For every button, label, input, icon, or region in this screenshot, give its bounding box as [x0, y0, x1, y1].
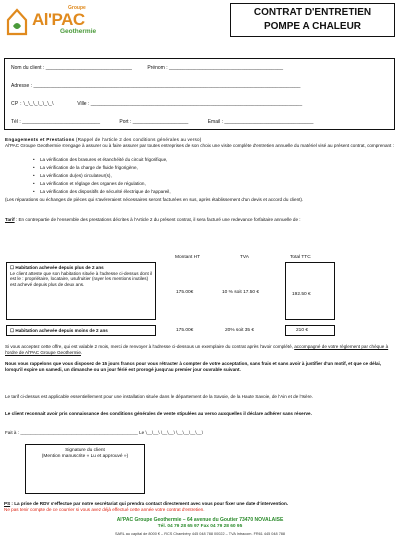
list-item: • La vérification de la charge de fluide frigorigène,	[40, 164, 171, 172]
tarif-intro	[5, 217, 395, 223]
company-logo	[6, 4, 126, 44]
row1-description: Le client atteste que son habitation située à l'adresse ci-dessus dont il est le : propriétaire, locataire, usufruitier (rayer les mentions inutiles) est achevé depuis plus de deux ans.	[10, 270, 153, 287]
logo-sub-text: Geothermie	[60, 28, 97, 35]
list-item: • La vérification et réglage des organes de régulation,	[40, 180, 171, 188]
clause-withdrawal: Nous vous rappelons que vous disposez de 15 jours francs pour vous rétracter à compter de votre acceptation, sans frais et sans avoir à justifier d'un motif, et que ce délai, lorsqu'il expire un samedi, un dimanche ou un jour férié est prorogé jusqu'au premier jour ouvrable suivant.	[5, 361, 382, 372]
ps-label: PS	[4, 501, 11, 506]
address-row	[11, 83, 300, 89]
engagements-heading-note: (Rappel de l'article 2 des conditions générales au verso)	[75, 137, 202, 142]
signature-mention: (Mention manuscrite « Lu et approuvé »)	[41, 454, 129, 459]
row1-ttc-cell	[285, 262, 335, 320]
signature-box[interactable]	[25, 444, 145, 494]
row1-ht: 175.00€	[176, 290, 194, 295]
client-name-field[interactable]: Nom du client : _______________________________	[11, 65, 132, 71]
email-field[interactable]: Email : ________________________________	[207, 119, 314, 125]
postal-code-field[interactable]: CP : \_\_\_\_\_\_\	[11, 101, 54, 107]
footer-phone: Tél. 04 79 28 65 97 Fax 04 79 28 60 95	[157, 524, 243, 529]
name-row	[11, 65, 283, 71]
engagements-list	[40, 156, 171, 196]
contract-title	[230, 3, 395, 37]
list-item: • La vérification des brasures et étanchéité du circuit frigorifique,	[40, 156, 171, 164]
house-logo-icon	[6, 6, 28, 36]
row2-description-cell	[6, 325, 156, 336]
engagements-heading: Engagements et Prestations	[5, 137, 75, 142]
row2-ttc: 210 €	[296, 328, 309, 333]
clause-acceptance: Le client reconnait avoir pris connaissance des conditions générales de vente stipulées au verso auxquelles il déclare adhérer sans réserve.	[5, 411, 312, 416]
clause-area: Le tarif ci-dessus est applicable essentiellement pour une installation située dans le département de la Savoie, de la Haute Savoie, de l'Ain et de l'Isère.	[5, 394, 313, 399]
row1-ttc: 192.50 €	[292, 292, 311, 297]
title-line-1: CONTRAT D'ENTRETIEN	[253, 7, 372, 18]
city-row	[11, 101, 302, 107]
client-address-field[interactable]: Adresse : ________________________________________________________________________________________________	[11, 83, 301, 89]
row2-ht: 175.00€	[176, 328, 194, 333]
clause-offer-payment: accompagné de votre règlement par chèque à l'ordre de Al'PAC Groupe Geothermie	[5, 344, 389, 355]
header-tva: TVA	[240, 255, 249, 260]
engagements-outro: (Les réparations ou échanges de pièces qui s'avéreraient nécessaires seront facturées en sus, après établissement d'un devis et accord du client).	[5, 197, 304, 202]
row2-ttc-cell	[285, 325, 335, 336]
tarif-label: Tarif	[5, 217, 15, 222]
list-item: • La vérification du(es) circulateur(s),	[40, 172, 171, 180]
client-info-box	[4, 58, 395, 130]
header-montant-ht: Montant HT	[175, 255, 201, 260]
ps-warning: Ne pas tenir compte de ce courrier si vous avez déjà effectué cette année votre contrat d'entretien.	[4, 506, 205, 512]
row2-tva: 20% soit 35 €	[225, 328, 255, 333]
city-field[interactable]: Ville : ____________________________________________________________________________	[77, 101, 303, 107]
header-total-ttc: Total TTC	[290, 255, 311, 260]
list-item: • La vérification des dispositifs de sécurité électrique de l'appareil,	[40, 188, 171, 196]
ps-text: : La prise de RDV s'effectue par notre secrétariat qui prendra contact directement avec vous pour fixer une date d'intervention.	[10, 501, 289, 506]
logo-name-text: Al'PAC	[32, 10, 85, 29]
footer-legal: SARL au capital de 8000 € – RCS Chambéry 445 048 788 00022 – TVA Intracom. FR61 445 048 788	[114, 532, 286, 536]
row1-tva: 10 % soit 17.50 €	[222, 290, 260, 295]
phone-field[interactable]: Tél : ____________________________	[11, 119, 100, 125]
title-line-2: POMPE A CHALEUR	[263, 21, 362, 32]
row2-checkbox-title[interactable]: ☐ Habitation achevée depuis moins de 2 ans	[10, 328, 108, 333]
clause-offer-end: .	[80, 349, 83, 355]
signature-label: Signature du client	[65, 448, 105, 453]
tarif-text: : En contrepartie de l'ensemble des prestations décrites à l'Article 2 du présent contrat, il sera facturé une redevance forfaitaire annuelle de :	[14, 217, 301, 222]
client-firstname-field[interactable]: Prénom : _________________________________________	[147, 65, 284, 71]
footer-address: Al'PAC Groupe Geothermie – 64 avenue du Goutier 73470 NOVALAISE	[116, 517, 284, 523]
engagements-section	[5, 137, 395, 148]
place-date-field[interactable]: Fait à : ______________________________________________ Le \__\__\ \__\__\ \__\__\__\__\	[5, 430, 203, 435]
contact-row	[11, 119, 313, 125]
row1-description-cell	[6, 262, 156, 320]
engagements-intro: Al'PAC Groupe Geothermie s'engage à assurer ou à faire assurer par toutes entreprises de son choix une visite complète d'entretien annuelle du matériel visé au présent contrat, comprenant :	[5, 142, 394, 148]
clause-offer-text: Si vous acceptez cette offre, qui est valable 2 mois, merci de renvoyer à l'adresse ci-dessous un exemplaire du contrat après l'avoir complété,	[5, 344, 295, 349]
ps-note	[4, 501, 396, 513]
clause-offer	[5, 344, 395, 355]
mobile-field[interactable]: Port : ____________________	[119, 119, 189, 125]
logo-groupe-text: Groupe	[68, 5, 86, 11]
row1-checkbox-title[interactable]: ☐ Habitation achevée depuis plus de 2 ans	[10, 265, 104, 270]
